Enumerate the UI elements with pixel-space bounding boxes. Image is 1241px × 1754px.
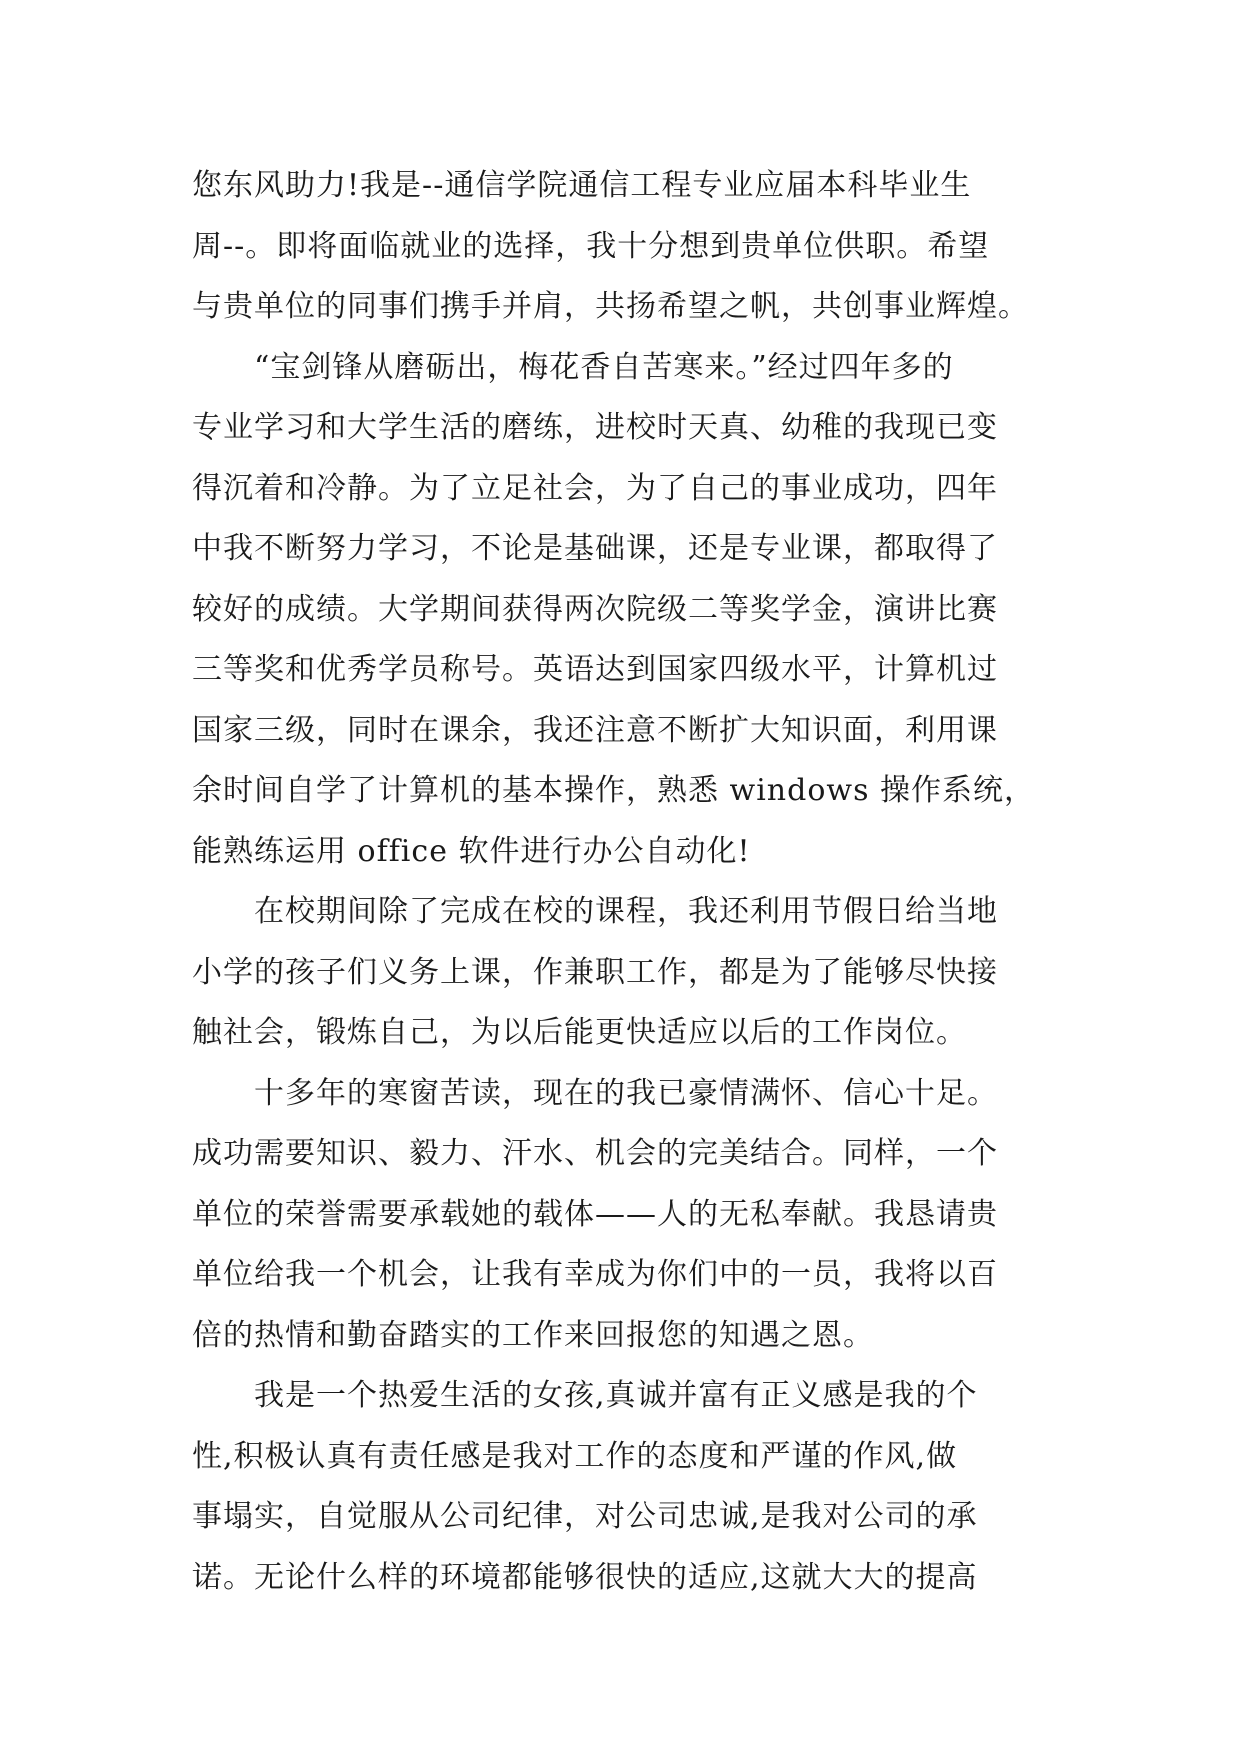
text-line: “宝剑锋从磨砺出，梅花香自苦寒来。”经过四年多的 xyxy=(192,349,954,385)
text-line: 周--。即将面临就业的选择，我十分想到贵单位供职。希望 xyxy=(192,228,990,264)
text-line: 较好的成绩。大学期间获得两次院级二等奖学金，演讲比赛 xyxy=(192,591,998,627)
text-line: 成功需要知识、毅力、汗水、机会的完美结合。同样，一个 xyxy=(192,1136,998,1171)
text-line: 专业学习和大学生活的磨练，进校时天真、幼稚的我现已变 xyxy=(192,410,998,445)
text-line: 中我不断努力学习，不论是基础课，还是专业课，都取得了 xyxy=(192,531,998,566)
text-line: 事塌实，自觉服从公司纪律，对公司忠诚,是我对公司的承 xyxy=(192,1499,978,1534)
text-line: 在校期间除了完成在校的课程，我还利用节假日给当地 xyxy=(192,894,998,929)
text-line: 能熟练运用 office 软件进行办公自动化! xyxy=(192,833,751,869)
text-line: 我是一个热爱生活的女孩,真诚并富有正义感是我的个 xyxy=(192,1378,978,1413)
text-line: 单位的荣誉需要承载她的载体——人的无私奉献。我恳请贵 xyxy=(192,1196,998,1232)
text-line: 十多年的寒窗苦读，现在的我已豪情满怀、信心十足。 xyxy=(192,1075,998,1111)
text-line: 与贵单位的同事们携手并肩，共扬希望之帆，共创事业辉煌。 xyxy=(192,289,1029,324)
text-line: 触社会，锻炼自己，为以后能更快适应以后的工作岗位。 xyxy=(192,1015,967,1050)
text-line: 得沉着和冷静。为了立足社会，为了自己的事业成功，四年 xyxy=(192,470,998,506)
body-text xyxy=(192,156,1072,1608)
text-line: 三等奖和优秀学员称号。英语达到国家四级水平，计算机过 xyxy=(192,652,998,687)
text-line: 单位给我一个机会，让我有幸成为你们中的一员，我将以百 xyxy=(192,1257,998,1292)
text-line: 性,积极认真有责任感是我对工作的态度和严谨的作风,做 xyxy=(192,1438,958,1474)
text-line: 余时间自学了计算机的基本操作，熟悉 windows 操作系统， xyxy=(192,773,1036,808)
text-line: 国家三级，同时在课余，我还注意不断扩大知识面，利用课 xyxy=(192,712,998,748)
text-line: 您东风助力!我是--通信学院通信工程专业应届本科毕业生 xyxy=(192,168,972,203)
text-line: 倍的热情和勤奋踏实的工作来回报您的知遇之恩。 xyxy=(192,1317,874,1353)
text-line: 诺。无论什么样的环境都能够很快的适应,这就大大的提高 xyxy=(192,1559,978,1595)
text-line: 小学的孩子们义务上课，作兼职工作，都是为了能够尽快接 xyxy=(192,954,998,990)
